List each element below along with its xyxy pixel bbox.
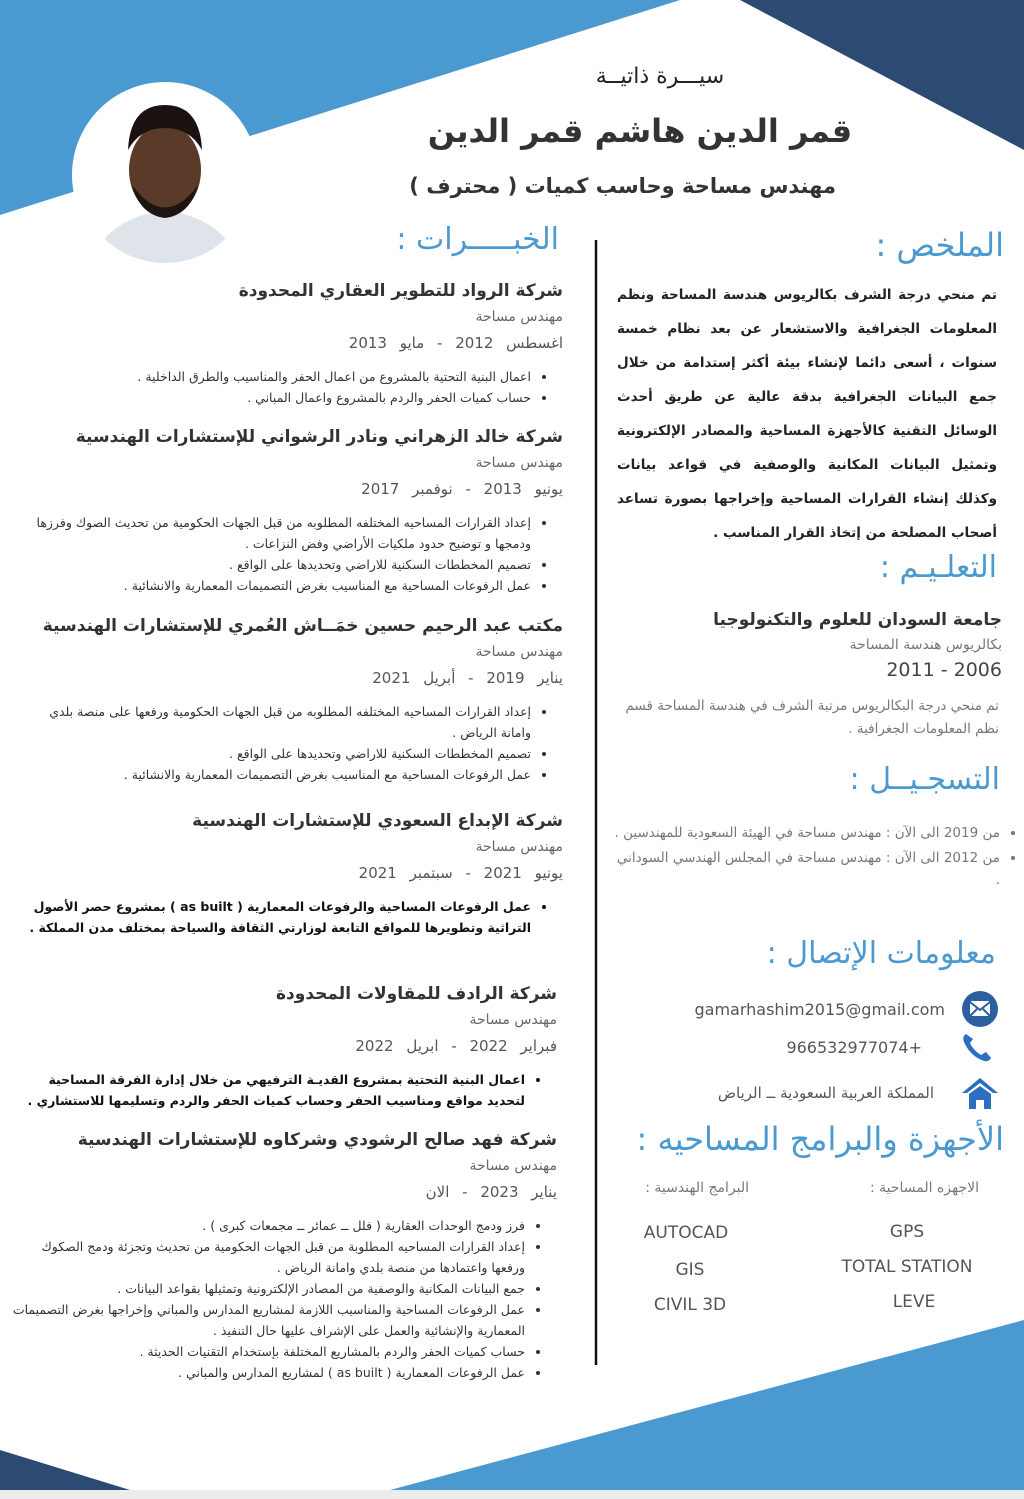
candidate-title: مهندس مساحة وحاسب كميات ( محترف ): [409, 174, 836, 198]
home-icon: [960, 1075, 1000, 1111]
phone-number[interactable]: +966532977074: [786, 1037, 922, 1057]
job-bullet: • تصميم المخططات السكنية للاراضي وتحديدها على الواقع .: [18, 743, 531, 764]
education-heading: التعلـيـم :: [879, 550, 997, 585]
degree: بكالريوس هندسة المساحة: [849, 637, 1002, 653]
job-dates: يناير 2019 - أبريل 2021: [372, 669, 563, 687]
phone-icon: [960, 1030, 994, 1064]
software-label: البرامج الهندسية :: [645, 1180, 749, 1196]
summary-heading: الملخص :: [875, 226, 1004, 264]
device-item: TOTAL STATION: [841, 1257, 973, 1277]
document-type: سيـــرة ذاتيــة: [595, 64, 725, 89]
software-item: AUTOCAD: [643, 1223, 729, 1243]
registration-item: • من 2012 الى الآن : مهندس مساحة في المجلس الهندسي السوداني .: [610, 847, 1000, 891]
job-entry: [18, 808, 563, 938]
job-bullet: • حساب كميات الحفر والردم بالمشروع واعمال المباني .: [18, 387, 531, 408]
candidate-name: قمر الدين هاشم قمر الدين: [427, 112, 853, 150]
phone-row: [786, 1030, 994, 1064]
company-name: مكتب عبد الرحيم حسين خمَــاش العُمري للإستشارات الهندسية: [42, 616, 563, 636]
address-row: [718, 1075, 1000, 1111]
job-role: مهندس مساحة: [475, 839, 563, 855]
registration-item: • من 2019 الى الآن : مهندس مساحة في الهيئة السعودية للمهندسين .: [610, 822, 1000, 844]
company-name: شركة الإبداع السعودي للإستشارات الهندسية: [192, 811, 563, 831]
job-bullet: • إعداد القرارات المساحيه المختلفه المطلوبه من قبل الجهات الحكومية من تحديث الصوك وفرزها ودمجها و توضيح حدود ملكيات الأراضي وفض النزاعات .: [18, 512, 531, 554]
company-name: شركة فهد صالح الرشودي وشركاوه للإستشارات الهندسية: [77, 1130, 557, 1150]
job-bullet: • عمل الرفوعات المعمارية ( as built ) لمشاريع المدارس والمباني .: [12, 1362, 525, 1383]
email-link[interactable]: gamarhashim2015@gmail.com: [694, 999, 945, 1019]
job-entry: [12, 1127, 557, 1383]
job-bullet: • اعمال البنية التحتية بمشروع القديـة الترفيهي من خلال إدارة الفرقة المساحية لتحديد مواقع ومناسيب الحفر وحساب كميات الحفر والردم وتسليمها للاستشاري .: [12, 1069, 525, 1111]
job-bullet: • عمل الرفوعات المساحية والمناسيب اللازمة لمشاريع المدارس والمباني وإخراجها بغرض التصميمات المعمارية والإنشائية والعمل على الإشراف عليها حال التنفيذ .: [12, 1299, 525, 1341]
job-role: مهندس مساحة: [475, 309, 563, 325]
job-bullet: • عمل الرفوعات المساحية مع المناسيب بغرض التصميمات المعمارية والانشائية .: [18, 764, 531, 785]
job-entry: [12, 981, 557, 1111]
job-role: مهندس مساحة: [475, 644, 563, 660]
company-name: شركة الرادف للمقاولات المحدودة: [276, 984, 557, 1004]
experience-heading: الخبـــــرات :: [396, 222, 559, 257]
registration-heading: التسجـيــل :: [849, 762, 1000, 797]
job-entry: [18, 424, 563, 596]
job-bullet: • فرز ودمج الوحدات العقارية ( فلل ــ عمائر ــ مجمعات كبرى ) .: [12, 1215, 525, 1236]
job-bullet: • عمل الرفوعات المساحية والرفوعات المعمارية ( as built ) بمشروع حصر الأصول التراثية وتطويرها للمواقع التابعة لوزارتي الثقافة والسياحة بمختلف مدن المملكة .: [18, 896, 531, 938]
job-bullet: • إعداد القرارات المساحيه المطلوبة من قبل الجهات الحكومية من تحديث وتجزئة ودمج الصكوك ورفعها واعتمادها من منصة بلدي وامانة الرياض .: [12, 1236, 525, 1278]
job-dates: يونيو 2021 - سبتمبر 2021: [358, 864, 563, 882]
job-role: مهندس مساحة: [469, 1012, 557, 1028]
software-item: CIVIL 3D: [653, 1295, 727, 1315]
bottom-left-navy-shape: [0, 1450, 130, 1490]
software-item: GIS: [675, 1260, 705, 1280]
job-dates: اغسطس 2012 - مايو 2013: [348, 334, 563, 352]
job-bullet: • تصميم المخططات السكنية للاراضي وتحديدها على الواقع .: [18, 554, 531, 575]
job-dates: فبراير 2022 - ابريل 2022: [355, 1037, 557, 1055]
registration-list: [610, 822, 1022, 891]
education-note: تم منحي درجة البكالريوس مرتبة الشرف في هندسة المساحة قسم نظم المعلومات الجغرافية .: [625, 698, 999, 737]
job-bullet: • اعمال البنية التحتية بالمشروع من اعمال الحفر والمناسيب والطرق الداخلية .: [18, 366, 531, 387]
university-name: جامعة السودان للعلوم والتكنولوجيا: [713, 610, 1002, 630]
summary-text: تم منحي درجة الشرف بكالريوس هندسة المساحة ونظم المعلومات الجغرافية والاستشعار عن بعد نظام خمسة سنوات ، أسعى دائما لإنشاء بيئة أكثر إستدامة من خلال جمع البيانات الجغرافية بدقة عالية عن طريق أحدث الوسائل التقنية كالأجهزة المساحية والمصادر الإلكترونية وتمثيل البيانات المكانية والوصفية في قواعد بيانات وكذلك إنشاء القرارات المساحية وإخراجها بصورة تساعد أصحاب المصلحة من إتخاذ القرار المناسب .: [617, 287, 997, 541]
device-item: LEVE: [892, 1292, 936, 1312]
job-role: مهندس مساحة: [469, 1158, 557, 1174]
address: المملكة العربية السعودية ــ الرياض: [717, 1084, 934, 1102]
company-name: شركة الرواد للتطوير العقاري المحدودة: [238, 281, 563, 301]
education-years: 2011 - 2006: [886, 659, 1002, 681]
contact-heading: معلومات الإتصال :: [766, 936, 996, 971]
job-bullet: • حساب كميات الحفر والردم بالمشاريع المختلفة بإستخدام التقنيات الحديثة .: [12, 1341, 525, 1362]
job-bullet: • إعداد القرارات المساحيه المختلفه المطلوبه من قبل الجهات الحكومية ورفعها على منصة بلدي وامانة الرياض .: [18, 701, 531, 743]
email-row: [694, 990, 999, 1028]
job-dates: يونيو 2013 - نوفمبر 2017: [361, 480, 563, 498]
company-name: شركة خالد الزهراني ونادر الرشواني للإستشارات الهندسية: [75, 427, 563, 447]
job-role: مهندس مساحة: [475, 455, 563, 471]
job-bullet: • عمل الرفوعات المساحية مع المناسيب بغرض التصميمات المعمارية والانشائية .: [18, 575, 531, 596]
envelope-icon: [961, 990, 999, 1028]
job-entry: [18, 613, 563, 785]
profile-photo: [70, 80, 260, 270]
job-entry: [18, 278, 563, 408]
tools-heading: الأجهزة والبرامج المساحيه :: [636, 1120, 1004, 1158]
job-bullet: • جمع البيانات المكانية والوصفية من المصادر الإلكترونية وتمثيلها بقواعد البيانات .: [12, 1278, 525, 1299]
devices-label: الاجهزه المساحية :: [869, 1180, 979, 1196]
device-item: GPS: [889, 1222, 925, 1242]
job-dates: يناير 2023 - الان: [425, 1183, 557, 1201]
